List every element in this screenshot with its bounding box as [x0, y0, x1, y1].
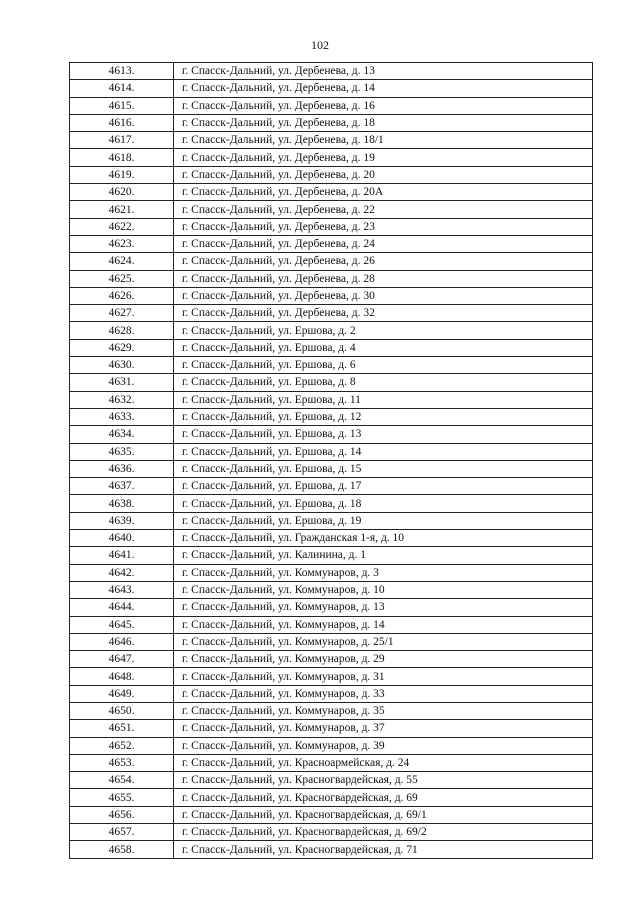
table-row: [70, 478, 593, 495]
row-number-cell: 4634.: [70, 426, 174, 443]
row-number-cell: 4626.: [70, 287, 174, 304]
row-number-cell: 4654.: [70, 772, 174, 789]
table-row: [70, 253, 593, 270]
address-cell: г. Спасск-Дальний, ул. Красногвардейская, д. 69: [174, 789, 593, 806]
table-row: [70, 616, 593, 633]
table-row: [70, 754, 593, 771]
table-row: [70, 737, 593, 754]
row-number-cell: 4636.: [70, 460, 174, 477]
table-row: [70, 97, 593, 114]
table-row: [70, 357, 593, 374]
address-cell: г. Спасск-Дальний, ул. Дербенева, д. 14: [174, 80, 593, 97]
address-cell: г. Спасск-Дальний, ул. Гражданская 1-я, д. 10: [174, 530, 593, 547]
address-cell: г. Спасск-Дальний, ул. Коммунаров, д. 10: [174, 581, 593, 598]
address-cell: г. Спасск-Дальний, ул. Ершова, д. 8: [174, 374, 593, 391]
table-row: [70, 132, 593, 149]
table-row: [70, 720, 593, 737]
address-cell: г. Спасск-Дальний, ул. Дербенева, д. 18: [174, 114, 593, 131]
row-number-cell: 4650.: [70, 702, 174, 719]
table-row: [70, 114, 593, 131]
address-cell: г. Спасск-Дальний, ул. Дербенева, д. 28: [174, 270, 593, 287]
address-cell: г. Спасск-Дальний, ул. Ершова, д. 6: [174, 357, 593, 374]
row-number-cell: 4637.: [70, 478, 174, 495]
address-cell: г. Спасск-Дальний, ул. Красногвардейская, д. 71: [174, 841, 593, 858]
address-cell: г. Спасск-Дальний, ул. Дербенева, д. 20А: [174, 184, 593, 201]
table-row: [70, 651, 593, 668]
row-number-cell: 4627.: [70, 305, 174, 322]
table-row: [70, 305, 593, 322]
row-number-cell: 4632.: [70, 391, 174, 408]
row-number-cell: 4621.: [70, 201, 174, 218]
address-cell: г. Спасск-Дальний, ул. Красногвардейская, д. 69/1: [174, 806, 593, 823]
row-number-cell: 4617.: [70, 132, 174, 149]
row-number-cell: 4614.: [70, 80, 174, 97]
row-number-cell: 4656.: [70, 806, 174, 823]
table-row: [70, 547, 593, 564]
table-row: [70, 685, 593, 702]
row-number-cell: 4633.: [70, 408, 174, 425]
table-row: [70, 201, 593, 218]
table-row: [70, 339, 593, 356]
table-row: [70, 235, 593, 252]
address-cell: г. Спасск-Дальний, ул. Коммунаров, д. 14: [174, 616, 593, 633]
row-number-cell: 4624.: [70, 253, 174, 270]
row-number-cell: 4655.: [70, 789, 174, 806]
row-number-cell: 4623.: [70, 235, 174, 252]
row-number-cell: 4629.: [70, 339, 174, 356]
address-table-body: [70, 63, 593, 859]
row-number-cell: 4645.: [70, 616, 174, 633]
table-row: [70, 772, 593, 789]
address-cell: г. Спасск-Дальний, ул. Ершова, д. 15: [174, 460, 593, 477]
table-row: [70, 80, 593, 97]
table-row: [70, 460, 593, 477]
address-cell: г. Спасск-Дальний, ул. Коммунаров, д. 31: [174, 668, 593, 685]
table-row: [70, 63, 593, 80]
address-cell: г. Спасск-Дальний, ул. Ершова, д. 2: [174, 322, 593, 339]
row-number-cell: 4642.: [70, 564, 174, 581]
row-number-cell: 4618.: [70, 149, 174, 166]
address-cell: г. Спасск-Дальний, ул. Красногвардейская, д. 55: [174, 772, 593, 789]
row-number-cell: 4647.: [70, 651, 174, 668]
table-row: [70, 218, 593, 235]
address-cell: г. Спасск-Дальний, ул. Дербенева, д. 26: [174, 253, 593, 270]
row-number-cell: 4616.: [70, 114, 174, 131]
table-row: [70, 287, 593, 304]
row-number-cell: 4649.: [70, 685, 174, 702]
row-number-cell: 4620.: [70, 184, 174, 201]
row-number-cell: 4644.: [70, 599, 174, 616]
table-row: [70, 166, 593, 183]
table-row: [70, 391, 593, 408]
row-number-cell: 4639.: [70, 512, 174, 529]
row-number-cell: 4635.: [70, 443, 174, 460]
address-cell: г. Спасск-Дальний, ул. Коммунаров, д. 37: [174, 720, 593, 737]
address-cell: г. Спасск-Дальний, ул. Коммунаров, д. 29: [174, 651, 593, 668]
table-row: [70, 564, 593, 581]
page-number: 102: [311, 38, 329, 52]
address-cell: г. Спасск-Дальний, ул. Красногвардейская, д. 69/2: [174, 824, 593, 841]
row-number-cell: 4615.: [70, 97, 174, 114]
address-cell: г. Спасск-Дальний, ул. Калинина, д. 1: [174, 547, 593, 564]
table-row: [70, 633, 593, 650]
row-number-cell: 4657.: [70, 824, 174, 841]
address-cell: г. Спасск-Дальний, ул. Коммунаров, д. 35: [174, 702, 593, 719]
address-cell: г. Спасск-Дальний, ул. Коммунаров, д. 13: [174, 599, 593, 616]
row-number-cell: 4658.: [70, 841, 174, 858]
table-row: [70, 408, 593, 425]
address-cell: г. Спасск-Дальний, ул. Дербенева, д. 19: [174, 149, 593, 166]
address-cell: г. Спасск-Дальний, ул. Дербенева, д. 22: [174, 201, 593, 218]
table-row: [70, 443, 593, 460]
row-number-cell: 4630.: [70, 357, 174, 374]
address-cell: г. Спасск-Дальний, ул. Дербенева, д. 13: [174, 63, 593, 80]
row-number-cell: 4619.: [70, 166, 174, 183]
table-row: [70, 426, 593, 443]
address-cell: г. Спасск-Дальний, ул. Красноармейская, д. 24: [174, 754, 593, 771]
table-row: [70, 668, 593, 685]
row-number-cell: 4640.: [70, 530, 174, 547]
table-row: [70, 184, 593, 201]
row-number-cell: 4625.: [70, 270, 174, 287]
table-row: [70, 512, 593, 529]
row-number-cell: 4643.: [70, 581, 174, 598]
row-number-cell: 4653.: [70, 754, 174, 771]
row-number-cell: 4628.: [70, 322, 174, 339]
address-cell: г. Спасск-Дальний, ул. Ершова, д. 12: [174, 408, 593, 425]
table-row: [70, 374, 593, 391]
address-cell: г. Спасск-Дальний, ул. Ершова, д. 11: [174, 391, 593, 408]
address-cell: г. Спасск-Дальний, ул. Коммунаров, д. 39: [174, 737, 593, 754]
table-row: [70, 322, 593, 339]
table-row: [70, 495, 593, 512]
table-row: [70, 789, 593, 806]
address-cell: г. Спасск-Дальний, ул. Дербенева, д. 20: [174, 166, 593, 183]
address-cell: г. Спасск-Дальний, ул. Ершова, д. 13: [174, 426, 593, 443]
table-row: [70, 581, 593, 598]
address-cell: г. Спасск-Дальний, ул. Дербенева, д. 23: [174, 218, 593, 235]
address-cell: г. Спасск-Дальний, ул. Ершова, д. 14: [174, 443, 593, 460]
table-row: [70, 841, 593, 858]
address-cell: г. Спасск-Дальний, ул. Ершова, д. 17: [174, 478, 593, 495]
address-cell: г. Спасск-Дальний, ул. Дербенева, д. 24: [174, 235, 593, 252]
address-cell: г. Спасск-Дальний, ул. Дербенева, д. 30: [174, 287, 593, 304]
row-number-cell: 4613.: [70, 63, 174, 80]
address-cell: г. Спасск-Дальний, ул. Дербенева, д. 16: [174, 97, 593, 114]
row-number-cell: 4638.: [70, 495, 174, 512]
address-cell: г. Спасск-Дальний, ул. Дербенева, д. 18/1: [174, 132, 593, 149]
table-row: [70, 599, 593, 616]
address-cell: г. Спасск-Дальний, ул. Коммунаров, д. 25/1: [174, 633, 593, 650]
row-number-cell: 4651.: [70, 720, 174, 737]
address-cell: г. Спасск-Дальний, ул. Коммунаров, д. 3: [174, 564, 593, 581]
address-cell: г. Спасск-Дальний, ул. Ершова, д. 18: [174, 495, 593, 512]
table-row: [70, 824, 593, 841]
row-number-cell: 4648.: [70, 668, 174, 685]
address-table: [69, 62, 593, 859]
address-cell: г. Спасск-Дальний, ул. Ершова, д. 19: [174, 512, 593, 529]
row-number-cell: 4646.: [70, 633, 174, 650]
table-row: [70, 806, 593, 823]
address-cell: г. Спасск-Дальний, ул. Ершова, д. 4: [174, 339, 593, 356]
address-cell: г. Спасск-Дальний, ул. Коммунаров, д. 33: [174, 685, 593, 702]
table-row: [70, 702, 593, 719]
table-row: [70, 149, 593, 166]
row-number-cell: 4631.: [70, 374, 174, 391]
row-number-cell: 4641.: [70, 547, 174, 564]
row-number-cell: 4622.: [70, 218, 174, 235]
table-row: [70, 270, 593, 287]
row-number-cell: 4652.: [70, 737, 174, 754]
address-cell: г. Спасск-Дальний, ул. Дербенева, д. 32: [174, 305, 593, 322]
table-row: [70, 530, 593, 547]
